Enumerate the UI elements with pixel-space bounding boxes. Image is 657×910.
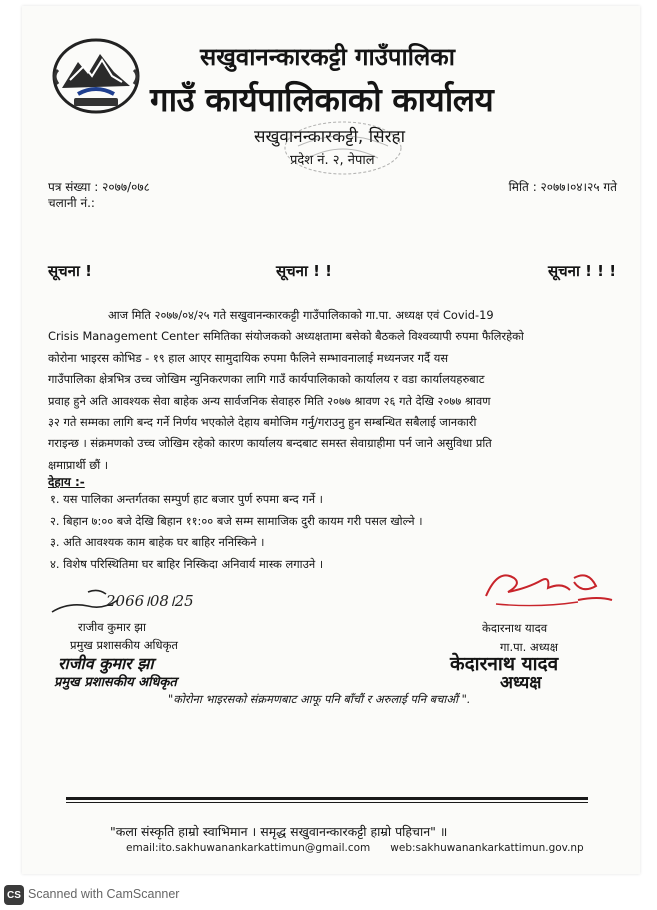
- list-item: ३. अति आवश्यक काम बाहेक घर बाहिर ननिस्किने ।: [50, 535, 265, 550]
- footer-contact: [126, 842, 584, 854]
- body-line: गाउँपालिका क्षेत्रभित्र उच्च जोखिम न्युनिकरणका लागि गाउँ कार्यपालिकाको कार्यालय र वडा कार्यालयहरुबाट: [48, 372, 485, 387]
- body-line: कोरोना भाइरस कोभिड - १९ हाल आएर सामुदायिक रुपमा फैलिने सम्भावनालाई मध्यनजर गर्दै यस: [48, 350, 449, 365]
- body-line: क्षमाप्रार्थी छौं ।: [48, 457, 109, 472]
- list-item: १. यस पालिका अन्तर्गतका सम्पुर्ण हाट बजार पुर्ण रुपमा बन्द गर्ने ।: [50, 492, 323, 506]
- dispatch-number: चलानी नं.:: [48, 196, 95, 210]
- body-line: ३२ गते सम्मका लागि बन्द गर्ने निर्णय भएकोले देहाय बमोजिम गर्नु/गराउनु हुन सम्बन्धित सबैलाई जानकारी: [48, 415, 477, 430]
- office-address: सखुवानन्कारकट्टी, सिरहा: [254, 127, 405, 147]
- body-line: Crisis Management Center समितिका संयोजकको अध्यक्षतामा बसेको बैठकले विश्वव्यापी रुपमा फैलिरहेको: [48, 329, 524, 344]
- list-item: २. बिहान ७:०० बजे देखि बिहान ११:०० बजे सम्म सामाजिक दुरी कायम गरी पसल खोल्ने ।: [50, 513, 423, 528]
- office-title: गाउँ कार्यपालिकाको कार्यालय: [150, 80, 494, 119]
- awareness-slogan: "कोरोना भाइरसको संक्रमणबाट आफू पनि बाँचौं र अरुलाई पनि बचाऔं ".: [168, 692, 471, 706]
- municipality-name: सखुवानन्कारकट्टी गाउँपालिका: [200, 43, 455, 71]
- body-line: आज मिति २०७७/०४/२५ गते सखुवानन्कारकट्टी गाउँपालिकाको गा.पा. अध्यक्ष एवं Covid-19: [108, 308, 494, 322]
- left-name-stamp: राजीव कुमार झा: [58, 654, 154, 673]
- contact-email: email:ito.sakhuwanankarkattimun@gmail.com: [126, 842, 371, 854]
- directive-list: [50, 489, 423, 575]
- camscanner-logo-icon: CS: [4, 885, 24, 905]
- list-heading: देहाय :-: [48, 475, 85, 489]
- footer-divider: [66, 797, 588, 800]
- notice-heading-2: सूचना ! !: [276, 262, 333, 280]
- right-signature-block: [440, 560, 630, 700]
- left-signatory-title: प्रमुख प्रशासकीय अधिकृत: [70, 638, 178, 652]
- footer-motto: "कला संस्कृति हाम्रो स्वाभिमान । समृद्ध सखुवानन्कारकट्टी हाम्रो पहिचान" ॥: [110, 824, 448, 839]
- list-item: ४. विशेष परिस्थितिमा घर बाहिर निस्किदा अनिवार्य मास्क लगाउने ।: [50, 556, 324, 571]
- handwritten-signature-right: [478, 560, 618, 620]
- scanner-watermark: [0, 880, 657, 910]
- left-signatory-name: राजीव कुमार झा: [78, 620, 146, 634]
- reference-number: पत्र संख्या : २०७७/०७८: [48, 180, 150, 194]
- right-signatory-name: केदारनाथ यादव: [482, 621, 548, 635]
- left-title-stamp: प्रमुख प्रशासकीय अधिकृत: [54, 675, 177, 690]
- handwritten-signature-left: [48, 582, 228, 622]
- right-name-stamp: केदारनाथ यादव: [450, 653, 559, 675]
- right-title-stamp: अध्यक्ष: [500, 673, 542, 693]
- footer-divider-thin: [66, 802, 588, 803]
- right-signatory-title: गा.पा. अध्यक्ष: [500, 640, 558, 654]
- nepal-emblem-icon: [50, 36, 142, 114]
- notice-body: [48, 305, 614, 476]
- notice-heading-1: सूचना !: [48, 262, 92, 280]
- handwritten-date: 2066।08।25: [106, 592, 194, 610]
- letter-date: मिति : २०७७।०४।२५ गते: [508, 180, 617, 194]
- office-seal-stamp: [278, 118, 408, 188]
- contact-website: web:sakhuwanankarkattimun.gov.np: [390, 842, 584, 854]
- province-line: प्रदेश नं. २, नेपाल: [290, 153, 375, 168]
- scanner-label: Scanned with CamScanner: [28, 887, 180, 901]
- body-line: प्रवाह हुने अति आवश्यक सेवा बाहेक अन्य सार्वजनिक सेवाहरु मिति २०७७ श्रावण २६ गते देखि २०७७ श्रावण: [48, 393, 491, 408]
- body-line: गराइन्छ । संक्रमणको उच्च जोखिम रहेको कारण कार्यालय बन्दबाट समस्त सेवाग्राहीमा पर्न जाने असुविधा प्रति: [48, 436, 492, 451]
- notice-heading-3: सूचना ! ! !: [548, 262, 617, 280]
